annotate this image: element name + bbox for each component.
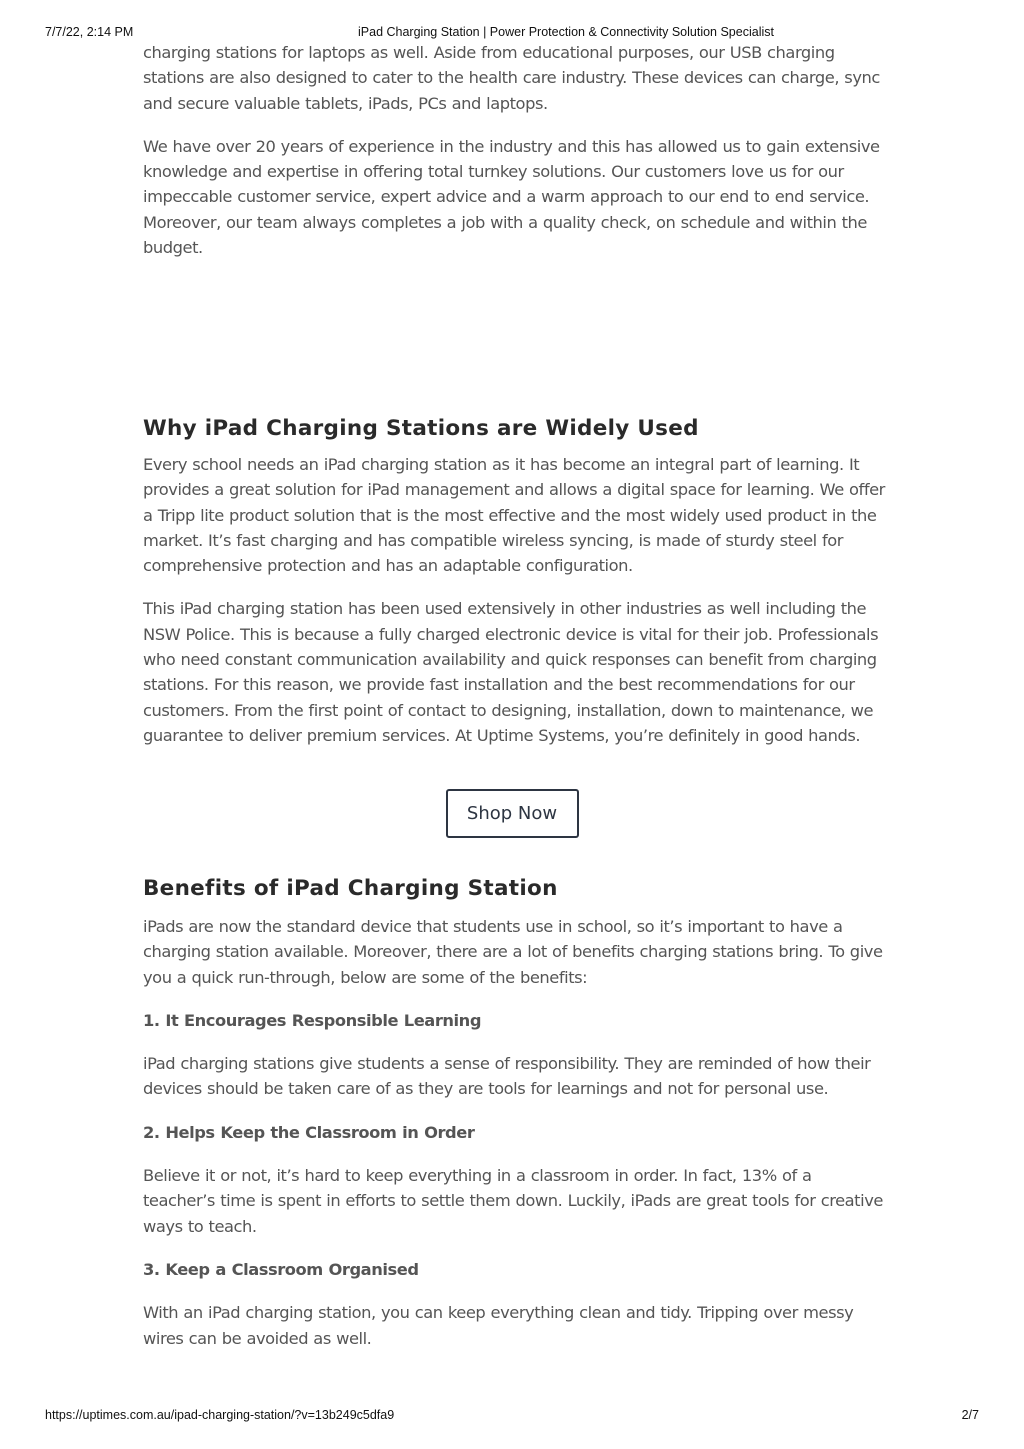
benefit-title: 3. Keep a Classroom Organised xyxy=(143,1259,419,1279)
benefit-title: 1. It Encourages Responsible Learning xyxy=(143,1010,482,1030)
print-page-title: iPad Charging Station | Power Protection & Connectivity Solution Specialist xyxy=(358,25,774,39)
why-paragraph-1: Every school needs an iPad charging station as it has become an integral part of learning. It provides a great solution for iPad management and allows a digital space for learning. We offer a Tripp lite product solution that is the most effective and the most widely used product in the market. It’s fast charging and has compatible wireless syncing, is made of sturdy steel for comprehensive protection and has an adaptable configuration. xyxy=(143,455,885,576)
print-footer xyxy=(0,1408,1024,1424)
cta-wrapper xyxy=(0,789,1024,838)
print-header xyxy=(0,25,1024,41)
benefits-heading: Benefits of iPad Charging Station xyxy=(143,876,558,901)
benefit-text: With an iPad charging station, you can keep everything clean and tidy. Tripping over messy wires can be avoided as well. xyxy=(143,1303,854,1348)
print-date: 7/7/22, 2:14 PM xyxy=(45,25,134,39)
print-url: https://uptimes.com.au/ipad-charging-station/?v=13b249c5dfa9 xyxy=(45,1408,395,1422)
intro-paragraph-1: charging stations for laptops as well. Aside from educational purposes, our USB charging stations are also designed to cater to the health care industry. These devices can charge, sync and secure valuable tablets, iPads, PCs and laptops. xyxy=(143,43,880,113)
intro-paragraph-2: We have over 20 years of experience in the industry and this has allowed us to gain extensive knowledge and expertise in offering total turnkey solutions. Our customers love us for our impeccable customer service, expert advice and a warm approach to our end to end service. Moreover, our team always completes a job with a quality check, on schedule and within the budget. xyxy=(143,136,880,258)
why-section xyxy=(143,414,885,748)
benefits-intro: iPads are now the standard device that students use in school, so it’s important to have a charging station available. Moreover, there are a lot of benefits charging stations bring. To give you a quick run-through, below are some of the benefits: xyxy=(143,917,883,987)
why-heading: Why iPad Charging Stations are Widely Used xyxy=(143,416,699,441)
why-paragraph-2: This iPad charging station has been used extensively in other industries as well including the NSW Police. This is because a fully charged electronic device is vital for their job. Professionals who need constant communication availability and quick responses can benefit from charging stations. For this reason, we provide fast installation and the best recommendations for our customers. From the first point of contact to designing, installation, down to maintenance, we guarantee to deliver premium services. At Uptime Systems, you’re definitely in good hands. xyxy=(143,599,879,745)
shop-now-button[interactable]: Shop Now xyxy=(446,789,579,838)
benefits-section xyxy=(143,874,885,1351)
page-number: 2/7 xyxy=(961,1408,979,1422)
benefit-text: Believe it or not, it’s hard to keep everything in a classroom in order. In fact, 13% of a teacher’s time is spent in efforts to settle them down. Luckily, iPads are great tools for creative ways to teach. xyxy=(143,1166,883,1236)
benefit-text: iPad charging stations give students a sense of responsibility. They are reminded of how their devices should be taken care of as they are tools for learnings and not for personal use. xyxy=(143,1054,871,1099)
intro-section xyxy=(143,40,885,270)
benefit-title: 2. Helps Keep the Classroom in Order xyxy=(143,1122,475,1142)
